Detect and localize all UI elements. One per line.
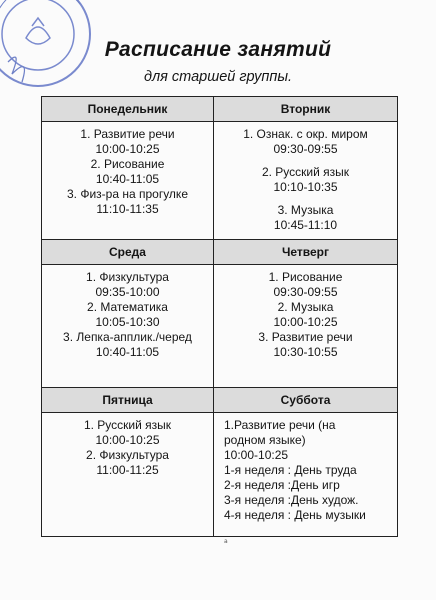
lesson-item <box>46 187 209 217</box>
lesson-name: 1. Развитие речи <box>80 127 175 141</box>
day-header-row <box>42 97 398 122</box>
saturday-line: 1.Развитие речи (на <box>224 418 336 432</box>
lesson-item <box>218 165 393 195</box>
lesson-item <box>46 448 209 478</box>
day-cell-monday <box>42 122 214 240</box>
day-cell-tuesday <box>214 122 398 240</box>
lesson-item <box>46 270 209 300</box>
saturday-line: 3-я неделя :День худож. <box>224 493 359 507</box>
lesson-time: 11:00-11:25 <box>96 463 159 477</box>
lesson-name: 2. Русский язык <box>261 165 350 179</box>
lesson-time: 10:00-10:25 <box>95 433 160 447</box>
lesson-time: 11:10-11:35 <box>96 202 159 216</box>
saturday-line: родном языке) <box>224 433 306 447</box>
lesson-time: 10:40-11:05 <box>95 345 160 359</box>
day-header-saturday: Суббота <box>214 388 398 413</box>
schedule-table <box>41 96 398 537</box>
lesson-item <box>218 127 393 157</box>
day-cell-wednesday <box>42 265 214 388</box>
saturday-line: 4-я неделя : День музыки <box>224 508 366 522</box>
lesson-name: 1. Рисование <box>268 270 343 284</box>
lesson-item <box>46 127 209 157</box>
day-header-row <box>42 240 398 265</box>
lesson-item <box>218 330 393 360</box>
lesson-name: 1. Физкультура <box>86 270 169 284</box>
day-header-wednesday: Среда <box>42 240 214 265</box>
day-cell-friday <box>42 413 214 537</box>
lesson-name: 1. Ознак. с окр. миром <box>243 127 368 141</box>
lesson-name: 3. Музыка <box>277 203 334 217</box>
day-header-thursday: Четверг <box>214 240 398 265</box>
lessons-row <box>42 413 398 537</box>
day-cell-thursday <box>214 265 398 388</box>
lessons-row <box>42 265 398 388</box>
day-header-friday: Пятница <box>42 388 214 413</box>
lesson-time: 10:10-10:35 <box>273 180 338 194</box>
lesson-item <box>46 418 209 448</box>
footer-mark: a <box>224 538 228 545</box>
lesson-time: 10:40-11:05 <box>95 172 160 186</box>
lesson-time: 09:30-09:55 <box>273 285 338 299</box>
lesson-time: 10:05-10:30 <box>95 315 160 329</box>
lesson-item <box>46 157 209 187</box>
lesson-time: 10:00-10:25 <box>273 315 338 329</box>
day-cell-saturday <box>214 413 398 537</box>
saturday-line: 1-я неделя : День труда <box>224 463 357 477</box>
lesson-time: 09:35-10:00 <box>95 285 160 299</box>
day-header-monday: Понедельник <box>42 97 214 122</box>
lesson-name: 3. Физ-ра на прогулке <box>66 187 188 201</box>
saturday-line: 2-я неделя :День игр <box>224 478 340 492</box>
lesson-time: 10:00-10:25 <box>95 142 160 156</box>
saturday-line: 10:00-10:25 <box>224 448 289 462</box>
day-header-row <box>42 388 398 413</box>
lesson-item <box>46 300 209 330</box>
lesson-name: 3. Лепка-апплик./черед <box>63 330 192 344</box>
lesson-name: 2. Математика <box>87 300 168 314</box>
lesson-item <box>218 203 393 233</box>
lesson-item <box>218 270 393 300</box>
page-subtitle: для старшей группы. <box>143 69 293 85</box>
lesson-time: 09:30-09:55 <box>273 142 338 156</box>
lesson-name: 1. Русский язык <box>83 418 172 432</box>
day-header-tuesday: Вторник <box>214 97 398 122</box>
lesson-time: 10:45-11:10 <box>273 218 338 232</box>
lesson-name: 2. Музыка <box>277 300 334 314</box>
lesson-name: 2. Рисование <box>90 157 165 171</box>
lesson-item <box>46 330 209 360</box>
lesson-item <box>218 300 393 330</box>
lesson-name: 2. Физкультура <box>86 448 169 462</box>
lessons-row <box>42 122 398 240</box>
lesson-name: 3. Развитие речи <box>258 330 353 344</box>
page-title: Расписание занятий <box>104 38 332 61</box>
lesson-time: 10:30-10:55 <box>273 345 338 359</box>
